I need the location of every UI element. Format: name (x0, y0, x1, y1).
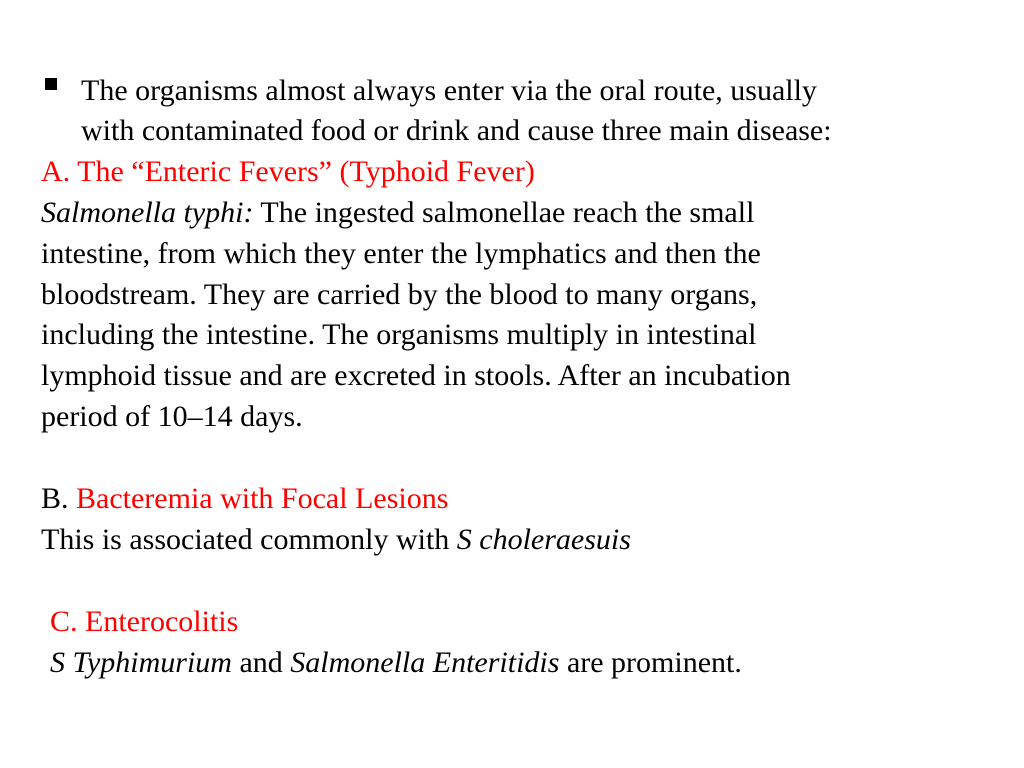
section-c-organism-1: S Typhimurium (50, 646, 232, 679)
section-c-and: and (231, 646, 291, 679)
section-a-organism: Salmonella typhi: (41, 196, 254, 229)
section-b-text: This is associated commonly with (41, 523, 457, 556)
section-a-line-5 (41, 356, 791, 396)
section-a-heading-text: A. The “Enteric Fevers” (Typhoid Fever) (41, 155, 535, 188)
section-c-rest: are prominent. (559, 646, 742, 679)
section-a-line-2 (41, 234, 761, 274)
section-a-line-4 (41, 315, 757, 355)
section-b-heading-text: Bacteremia with Focal Lesions (76, 482, 449, 515)
section-a-heading (41, 152, 535, 192)
section-b-organism: S choleraesuis (456, 523, 631, 556)
section-b-heading (41, 479, 448, 519)
bullet-text-2: with contaminated food or drink and cause three main disease: (81, 114, 832, 147)
section-a-line-6 (41, 397, 303, 437)
square-bullet-icon (45, 78, 57, 90)
section-c-text-line (50, 643, 742, 683)
section-a-line-6-text: period of 10–14 days. (41, 400, 303, 433)
bullet-line-1 (81, 71, 817, 111)
section-b-letter: B. (41, 482, 77, 515)
section-a-line-1 (41, 193, 754, 233)
section-c-heading (50, 602, 238, 642)
section-a-line-1-rest: The ingested salmonellae reach the small (253, 196, 755, 229)
section-a-line-2-text: intestine, from which they enter the lymphatics and then the (41, 237, 761, 270)
section-a-line-5-text: lymphoid tissue and are excreted in stools. After an incubation (41, 359, 791, 392)
section-b-text-line (41, 520, 631, 560)
section-a-line-3 (41, 275, 757, 315)
section-c-organism-2: Salmonella Enteritidis (290, 646, 560, 679)
section-c-heading-text: C. Enterocolitis (50, 605, 239, 638)
bullet-line-2 (81, 111, 832, 151)
section-a-line-4-text: including the intestine. The organisms multiply in intestinal (41, 318, 757, 351)
section-a-line-3-text: bloodstream. They are carried by the blood to many organs, (41, 278, 758, 311)
bullet-text-1: The organisms almost always enter via the oral route, usually (81, 74, 817, 107)
